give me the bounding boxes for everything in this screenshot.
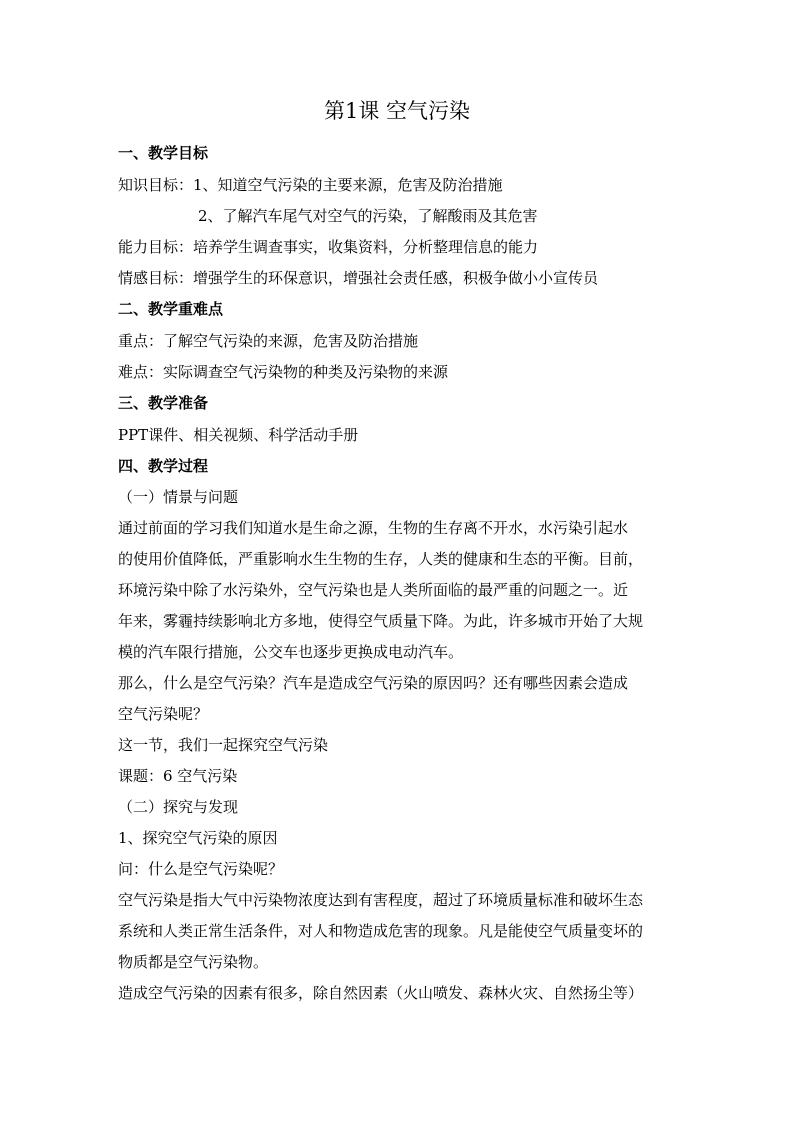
- list-item: 1、探究空气污染的原因: [118, 829, 278, 847]
- paragraph-line: 空气污染呢？: [118, 705, 209, 723]
- knowledge-objective-2: 2、了解汽车尾气对空气的污染，了解酸雨及其危害: [198, 207, 538, 225]
- page-title: 第1课 空气污染: [323, 99, 471, 123]
- section-heading-preparation: 三、教学准备: [118, 394, 209, 412]
- paragraph-line: 模的汽车限行措施，公交车也逐步更换成电动汽车。: [118, 643, 464, 661]
- paragraph-line: 年来，雾霾持续影响北方多地，使得空气质量下降。为此，许多城市开始了大规: [118, 612, 644, 630]
- ability-objective: 能力目标：培养学生调查事实，收集资料，分析整理信息的能力: [118, 238, 539, 256]
- section-heading-process: 四、教学过程: [118, 457, 209, 475]
- part-title-1: （一）情景与问题: [118, 488, 239, 506]
- paragraph-line: 这一节，我们一起探究空气污染: [118, 736, 329, 754]
- section-heading-objectives: 一、教学目标: [118, 144, 209, 162]
- paragraph-line: 物质都是空气污染物。: [118, 953, 269, 971]
- section-heading-key-points: 二、教学重难点: [118, 300, 224, 318]
- paragraph-line: 造成空气污染的因素有很多，除自然因素（火山喷发、森林火灾、自然扬尘等）: [118, 984, 644, 1002]
- paragraph-line: 那么，什么是空气污染？汽车是造成空气污染的原因吗？还有哪些因素会造成: [118, 674, 629, 692]
- topic-line: 课题：6 空气污染: [118, 767, 238, 785]
- key-point: 重点：了解空气污染的来源，危害及防治措施: [118, 332, 419, 350]
- difficult-point: 难点：实际调查空气污染物的种类及污染物的来源: [118, 363, 449, 381]
- emotion-objective: 情感目标：增强学生的环保意识，增强社会责任感，积极争做小小宣传员: [118, 269, 599, 287]
- paragraph-line: 的使用价值降低，严重影响水生生物的生存，人类的健康和生态的平衡。目前，: [118, 550, 644, 568]
- paragraph-line: 空气污染是指大气中污染物浓度达到有害程度，超过了环境质量标准和破坏生态: [118, 891, 644, 909]
- paragraph-line: 通过前面的学习我们知道水是生命之源，生物的生存离不开水，水污染引起水: [118, 519, 629, 537]
- paragraph-line: 系统和人类正常生活条件，对人和物造成危害的现象。凡是能使空气质量变坏的: [118, 922, 644, 940]
- question-line: 问：什么是空气污染呢？: [118, 860, 284, 878]
- part-title-2: （二）探究与发现: [118, 798, 239, 816]
- knowledge-objective-1: 知识目标：1、知道空气污染的主要来源，危害及防治措施: [118, 176, 503, 194]
- preparation-content: PPT课件、相关视频、科学活动手册: [118, 426, 359, 444]
- paragraph-line: 环境污染中除了水污染外，空气污染也是人类所面临的最严重的问题之一。近: [118, 581, 629, 599]
